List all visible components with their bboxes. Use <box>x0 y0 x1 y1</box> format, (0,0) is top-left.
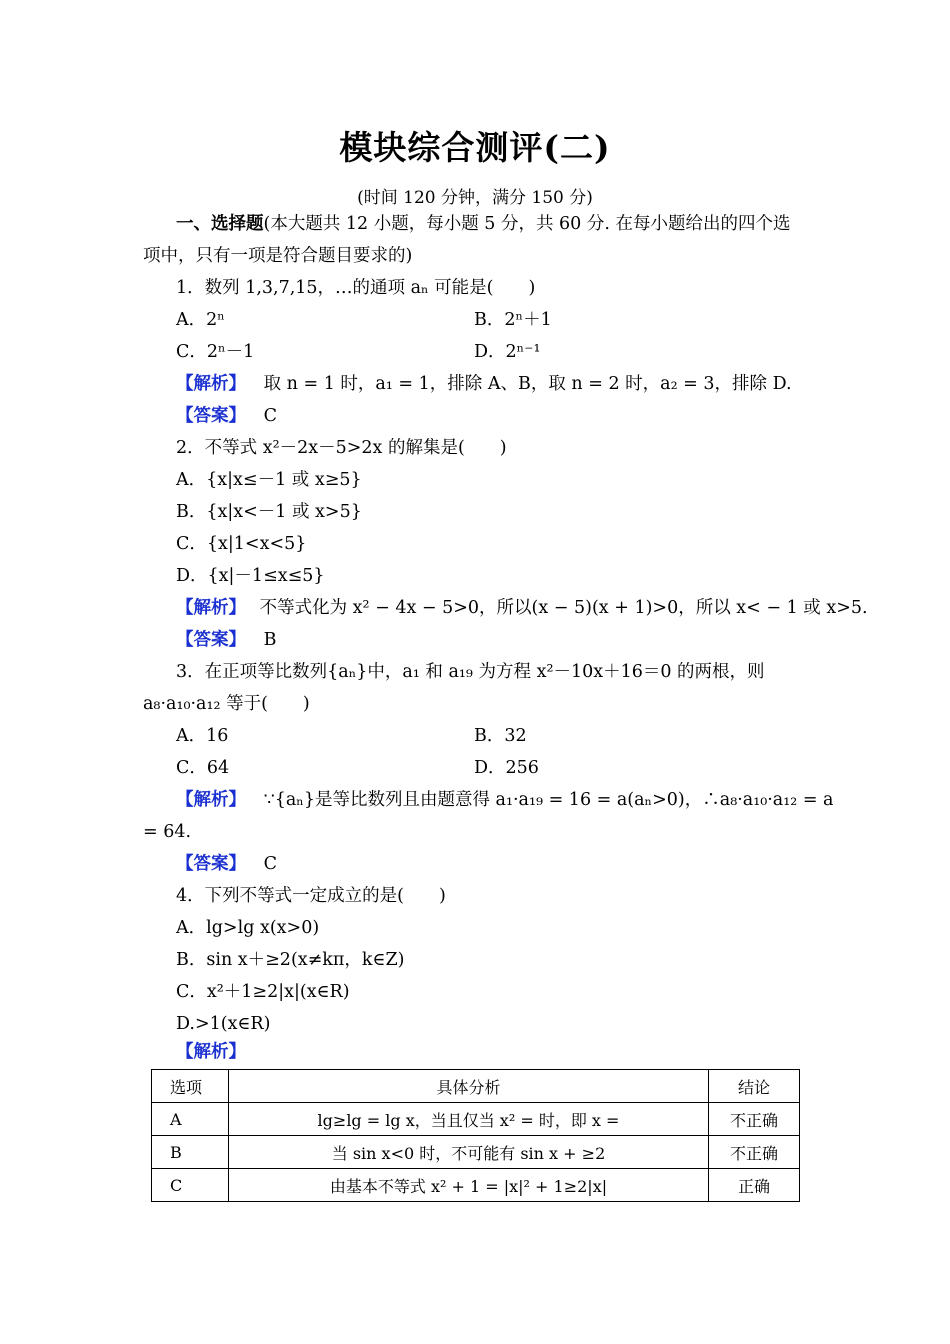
answer-tag: 【答案】 <box>176 854 246 874</box>
answer-tag: 【答案】 <box>176 406 246 426</box>
section-intro <box>176 212 791 236</box>
table-cell-option: A <box>152 1103 229 1136</box>
q1-option-c: C．2ⁿ－1 <box>176 342 255 362</box>
q3-analysis-text-1: ∵{aₙ}是等比数列且由题意得 a₁·a₁₉ = 16 = a(aₙ>0)，∴a₈·a₁₀·a₁₂ = a <box>263 790 834 810</box>
q3-answer-text: C <box>263 854 277 874</box>
q4-option-d: D.>1(x∈R) <box>176 1014 271 1034</box>
q3-analysis <box>176 788 833 812</box>
table-row <box>152 1136 800 1169</box>
q3-stem-1: 3．在正项等比数列{aₙ}中，a₁ 和 a₁₉ 为方程 x²－10x＋16＝0 的两根，则 <box>176 662 765 682</box>
analysis-tag: 【解析】 <box>176 374 246 394</box>
table-cell-analysis: 当 sin x<0 时，不可能有 sin x + ≥2 <box>229 1136 709 1169</box>
q1-option-d: D．2ⁿ⁻¹ <box>474 342 541 362</box>
q2-option-d: D．{x|－1≤x≤5} <box>176 566 325 586</box>
q1-option-a: A．2ⁿ <box>176 310 225 330</box>
q2-stem: 2．不等式 x²－2x－5>2x 的解集是( ) <box>176 438 507 458</box>
q1-analysis-text: 取 n = 1 时，a₁ = 1，排除 A、B，取 n = 2 时，a₂ = 3，排除 D. <box>263 374 792 394</box>
q2-answer-text: B <box>263 630 277 650</box>
q2-analysis <box>176 596 868 620</box>
table-row <box>152 1103 800 1136</box>
q3-analysis-text-2: = 64. <box>143 822 192 842</box>
table-cell-option: B <box>152 1136 229 1169</box>
page-title: 模块综合测评(二) <box>339 128 611 167</box>
q4-stem: 4．下列不等式一定成立的是( ) <box>176 886 446 906</box>
section-head: 一、选择题 <box>176 214 264 234</box>
table-cell-analysis: lg≥lg = lg x，当且仅当 x² = 时，即 x = <box>229 1103 709 1136</box>
q1-option-b: B．2ⁿ＋1 <box>474 310 552 330</box>
table-row <box>152 1169 800 1202</box>
analysis-tag: 【解析】 <box>176 790 246 810</box>
q4-option-b: B．sin x＋≥2(x≠kπ，k∈Z) <box>176 950 405 970</box>
table-header-row <box>152 1070 800 1103</box>
q1-answer-text: C <box>263 406 277 426</box>
q2-analysis-text: 不等式化为 x² − 4x − 5>0，所以(x − 5)(x + 1)>0，所以 x< − 1 或 x>5. <box>259 598 868 618</box>
q2-option-c: C．{x|1<x<5} <box>176 534 307 554</box>
q1-answer <box>176 404 277 428</box>
q3-option-a: A．16 <box>176 726 229 746</box>
answer-tag: 【答案】 <box>176 630 246 650</box>
q3-option-b: B．32 <box>474 726 527 746</box>
q1-stem: 1．数列 1,3,7,15，…的通项 aₙ 可能是( ) <box>176 278 536 298</box>
q4-option-c: C．x²＋1≥2|x|(x∈R) <box>176 982 350 1002</box>
q2-answer <box>176 628 276 652</box>
section-desc-1: (本大题共 12 小题，每小题 5 分，共 60 分. 在每小题给出的四个选 <box>263 214 791 234</box>
analysis-table <box>151 1069 800 1202</box>
table-cell-conclusion: 正确 <box>709 1169 800 1202</box>
table-header-analysis: 具体分析 <box>229 1070 709 1103</box>
analysis-tag: 【解析】 <box>176 1042 246 1062</box>
page-subtitle: (时间 120 分钟，满分 150 分) <box>357 188 593 208</box>
q4-option-a: A．lg>lg x(x>0) <box>176 918 320 938</box>
q3-option-d: D．256 <box>474 758 539 778</box>
q3-answer <box>176 852 277 876</box>
table-cell-option: C <box>152 1169 229 1202</box>
table-header-conclusion: 结论 <box>709 1070 800 1103</box>
table-cell-conclusion: 不正确 <box>709 1103 800 1136</box>
q3-stem-2: a₈·a₁₀·a₁₂ 等于( ) <box>143 694 310 714</box>
q2-option-b: B．{x|x<－1 或 x>5} <box>176 502 362 522</box>
q3-option-c: C．64 <box>176 758 230 778</box>
table-header-option: 选项 <box>152 1070 229 1103</box>
q2-option-a: A．{x|x≤－1 或 x≥5} <box>176 470 362 490</box>
q4-analysis <box>176 1040 246 1064</box>
section-desc-2: 项中，只有一项是符合题目要求的) <box>143 246 413 266</box>
table-cell-analysis: 由基本不等式 x² + 1 = |x|² + 1≥2|x| <box>229 1169 709 1202</box>
q1-analysis <box>176 372 792 396</box>
analysis-tag: 【解析】 <box>176 598 246 618</box>
table-cell-conclusion: 不正确 <box>709 1136 800 1169</box>
